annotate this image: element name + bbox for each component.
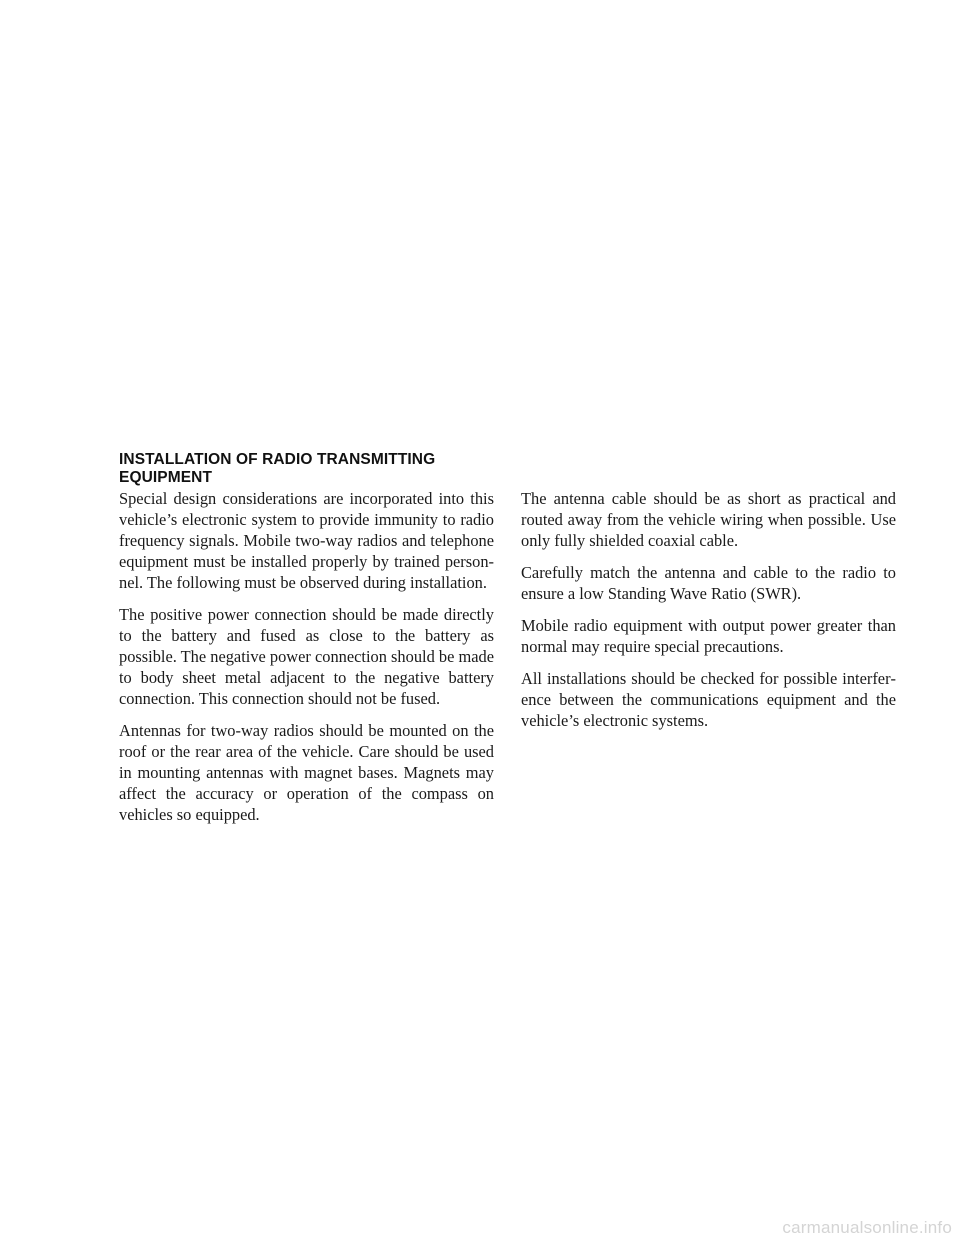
paragraph-output-power: Mobile radio equipment with output power greater than normal may require special precautions. (521, 616, 896, 656)
paragraph-power-connection: The positive power connection should be made directly to the battery and fused as close to the battery as possible. The negative power connection should be made to body sheet metal adjacent to the negative battery connection. This connection should not be fused. (119, 605, 494, 708)
section-heading-line-2: EQUIPMENT (119, 469, 213, 486)
paragraph-antenna-cable: The antenna cable should be as short as practical and routed away from the vehicle wiring when possible. Use only fully shielded coaxial cable. (521, 489, 896, 550)
section-heading-line-1: INSTALLATION OF RADIO TRANSMITTING (119, 451, 436, 468)
section-heading (119, 451, 499, 487)
watermark-text: carmanualsonline.info (782, 1218, 952, 1237)
paragraph-swr-matching: Carefully match the antenna and cable to the radio to ensure a low Standing Wave Ratio (SWR). (521, 563, 896, 603)
paragraph-antenna-mounting: Antennas for two-way radios should be mounted on the roof or the rear area of the vehicle. Care should be used in mounting antennas with magnet bases. Magnets may affect the accuracy or operation of the compass on vehicles so equipped. (119, 721, 494, 824)
paragraph-interference-check: All installations should be checked for possible interference between the communications equipment and the vehicle’s electronic systems. (521, 669, 896, 730)
right-column (521, 488, 896, 742)
paragraph-design-considerations: Special design considerations are incorporated into this vehicle’s electronic system to provide immunity to radio frequency signals. Mobile two-way radios and telephone equipment must be installed properly by trained personnel. The following must be observed during installation. (119, 489, 494, 592)
left-column (119, 488, 494, 836)
